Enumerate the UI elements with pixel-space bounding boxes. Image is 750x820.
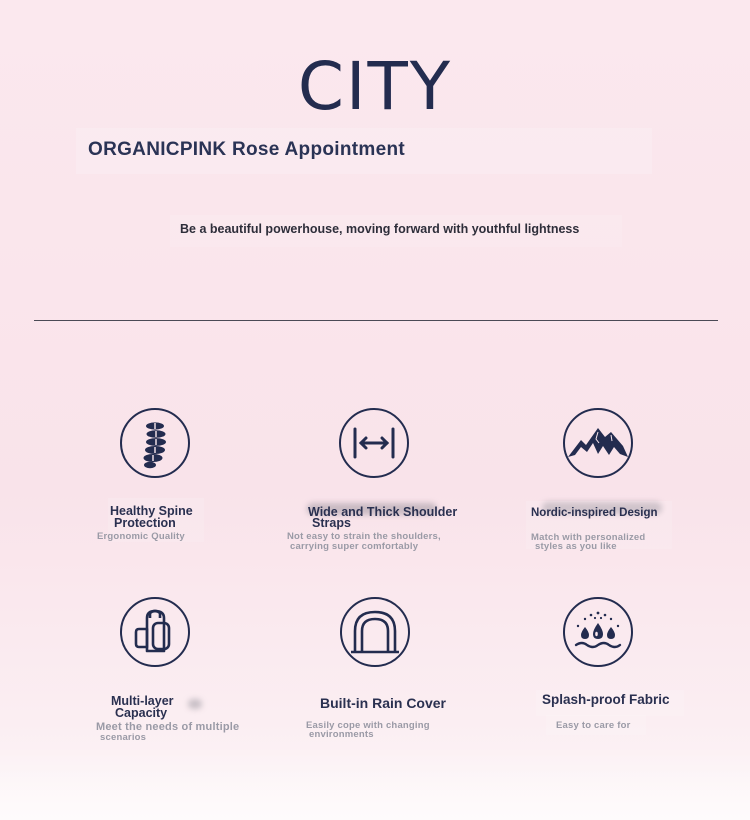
feature-desc-line2: environments	[309, 729, 374, 740]
feature-shoulder-straps	[285, 405, 515, 605]
feature-desc: Match with personalized	[531, 532, 646, 543]
feature-desc: Easy to care for	[556, 720, 631, 731]
feature-title: Healthy Spine	[110, 504, 193, 518]
feature-title-line2: Capacity	[115, 706, 168, 720]
feature-desc: Not easy to strain the shoulders,	[287, 531, 441, 542]
brand-title: CITY	[297, 48, 453, 125]
feature-title: Wide and Thick Shoulder	[308, 505, 458, 519]
tagline: Be a beautiful powerhouse, moving forward with youthful lightness	[180, 222, 580, 236]
feature-title-line2: Protection	[114, 516, 176, 530]
feature-title-line2: Straps	[312, 516, 351, 530]
feature-title: Nordic-inspired Design	[531, 507, 658, 519]
spine-icon	[120, 408, 190, 478]
backpack-icon	[120, 597, 190, 667]
mountains-icon	[563, 408, 633, 478]
feature-desc: Meet the needs of multiple	[96, 721, 240, 733]
feature-title: Built-in Rain Cover	[320, 695, 447, 711]
feature-title: Splash-proof Fabric	[542, 692, 670, 707]
water-drops-icon	[563, 597, 633, 667]
feature-desc: Easily cope with changing	[306, 720, 430, 731]
rain-cover-icon	[340, 597, 410, 667]
feature-desc-line2: carrying super comfortably	[290, 541, 419, 552]
width-arrows-icon	[339, 408, 409, 478]
divider	[34, 320, 718, 321]
subtitle: ORGANICPINK Rose Appointment	[88, 139, 405, 160]
feature-nordic-design	[520, 405, 750, 605]
bottom-fade	[0, 750, 750, 820]
feature-desc-line2: styles as you like	[535, 541, 617, 552]
feature-title: Multi-layer	[111, 694, 174, 708]
feature-desc: Ergonomic Quality	[97, 531, 185, 542]
feature-desc-line2: scenarios	[100, 732, 147, 743]
